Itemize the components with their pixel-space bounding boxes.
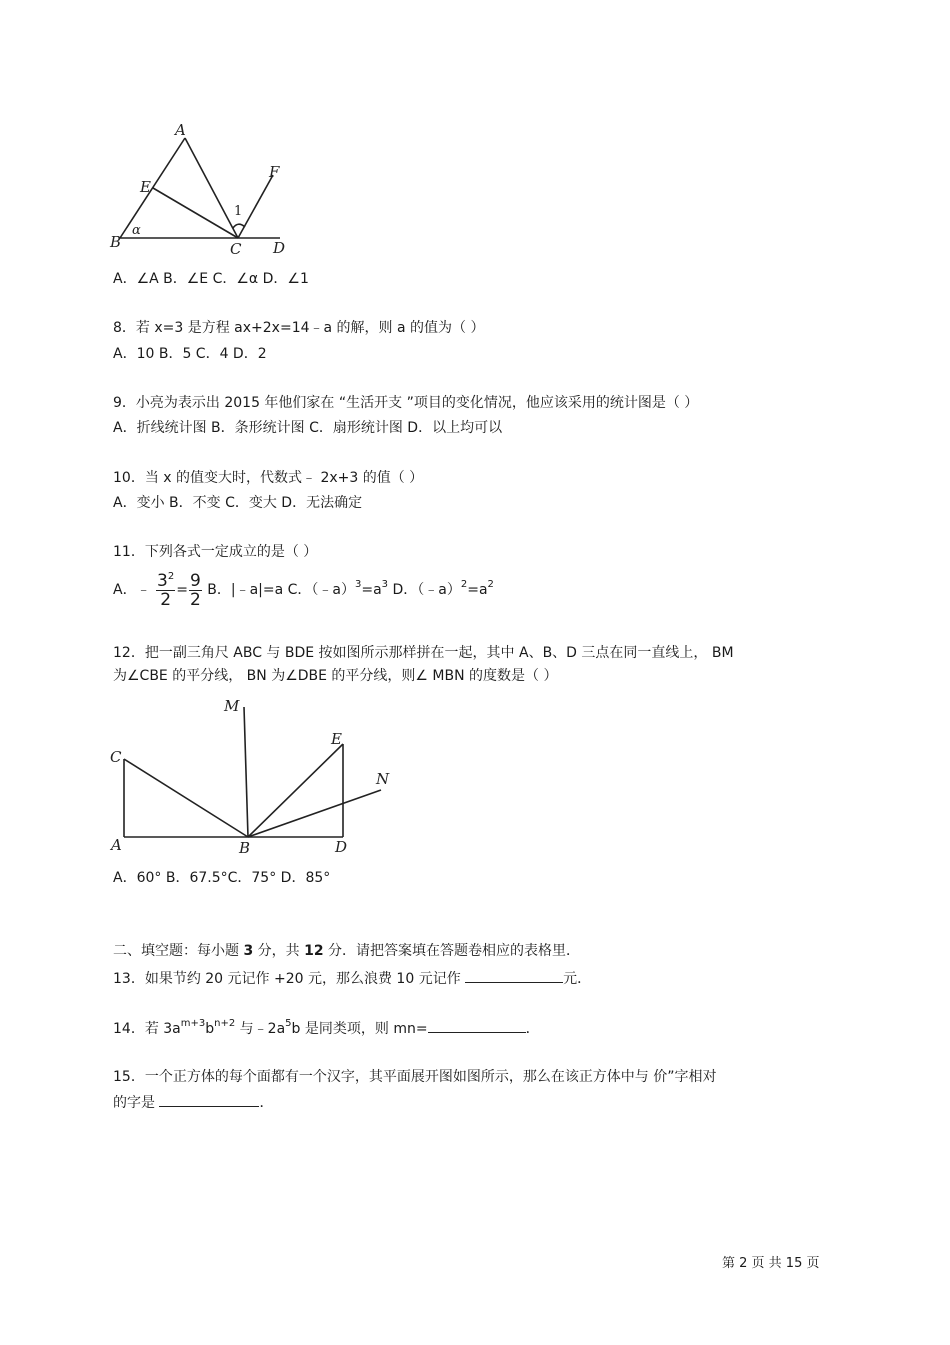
q15-line2: 的字是 ．: [113, 1092, 273, 1112]
q9-stem: 9．小亮为表示出 2015 年他们家在 “生活开支 ”项目的变化情况，他应该采用的统计图是（ ）: [113, 395, 699, 411]
q7-options: A．∠A B．∠E C．∠α D．∠1: [113, 271, 309, 287]
section2-points-total: 12: [304, 943, 324, 959]
label-D: D: [335, 838, 348, 856]
page-footer: 第 2 页 共 15 页: [722, 1256, 820, 1271]
q10-options: A．变小 B．不变 C．变大 D．无法确定: [113, 495, 363, 511]
q11-options: A．﹣ $\frac{3^2}{2}$ = $\frac{9}{2}$ B．|﹣a|=a C．$(﹣a)^3=a^3$ D．$(﹣a)^2=a^2$: [113, 570, 494, 610]
label-angle-1: 1: [234, 204, 243, 219]
label-alpha: α: [132, 223, 141, 238]
q14: 14．若 $3a^{m+3}b^{n+2}$ 与$﹣2a^5b$ 是同类项，则 mn= ．: [113, 1018, 540, 1037]
label-D: D: [273, 239, 286, 257]
segment-BE: [248, 744, 343, 837]
label-B: B: [239, 839, 251, 857]
q15-answer-blank: [159, 1092, 259, 1107]
label-C: C: [110, 748, 122, 766]
segment-CF: [238, 175, 273, 238]
q11-fraction-2: $\frac{9}{2}$: [189, 570, 201, 610]
q11-option-a-prefix: A．﹣: [113, 582, 151, 598]
label-E: E: [331, 730, 342, 748]
figure-angle-diagram: [108, 120, 298, 260]
label-C: C: [230, 240, 242, 258]
section2-points-each: 3: [243, 943, 254, 959]
segment-BA: [120, 138, 185, 238]
q13-answer-blank: [465, 968, 563, 983]
label-A: A: [175, 121, 186, 139]
label-A: A: [111, 836, 122, 854]
figure-triangles-diagram: [106, 692, 396, 857]
q11-equals: =: [176, 582, 188, 598]
q8-options: A．10 B．5 C．4 D．2: [113, 346, 267, 362]
label-B: B: [110, 233, 122, 251]
q15-line1: 15．一个正方体的每个面都有一个汉字，其平面展开图如图所示，那么在该正方体中与 价”字相对: [113, 1069, 717, 1085]
q11-stem: 11．下列各式一定成立的是（ ）: [113, 544, 318, 560]
q12-stem-line1: 12．把一副三角尺 ABC 与 BDE 按如图所示那样拼在一起，其中 A、B、D 三点在同一直线上， BM: [113, 645, 734, 661]
segment-BM: [244, 707, 248, 837]
section2-heading: 二、填空题：每小题 3 分，共 12 分．请把答案填在答题卷相应的表格里．: [113, 943, 581, 959]
label-M: M: [224, 697, 240, 715]
q12-stem-line2: 为∠CBE 的平分线， BN 为∠DBE 的平分线，则∠ MBN 的度数是（ ）: [113, 668, 558, 684]
q8-stem: 8．若 x=3 是方程 ax+2x=14﹣a 的解，则 a 的值为（ ）: [113, 320, 485, 336]
segment-BN: [248, 790, 381, 837]
q11-option-b-c: B．|﹣a|=a C．（﹣a）: [202, 582, 355, 598]
q14-answer-blank: [428, 1018, 526, 1033]
q10-stem: 10．当 x 的值变大时，代数式﹣ 2x+3 的值（ ）: [113, 470, 424, 486]
q11-option-d: D．（﹣a）: [388, 582, 461, 598]
label-F: F: [269, 163, 280, 181]
q9-options: A．折线统计图 B．条形统计图 C．扇形统计图 D．以上均可以: [113, 420, 503, 436]
q12-options: A．60° B．67.5°C．75° D．85°: [113, 870, 331, 886]
label-E: E: [140, 178, 151, 196]
label-N: N: [376, 770, 390, 788]
q11-fraction-1: $\frac{3^2}{2}$: [157, 570, 175, 610]
q13: 13．如果节约 20 元记作 +20 元，那么浪费 10 元记作 元．: [113, 968, 591, 988]
segment-CB: [124, 759, 248, 837]
